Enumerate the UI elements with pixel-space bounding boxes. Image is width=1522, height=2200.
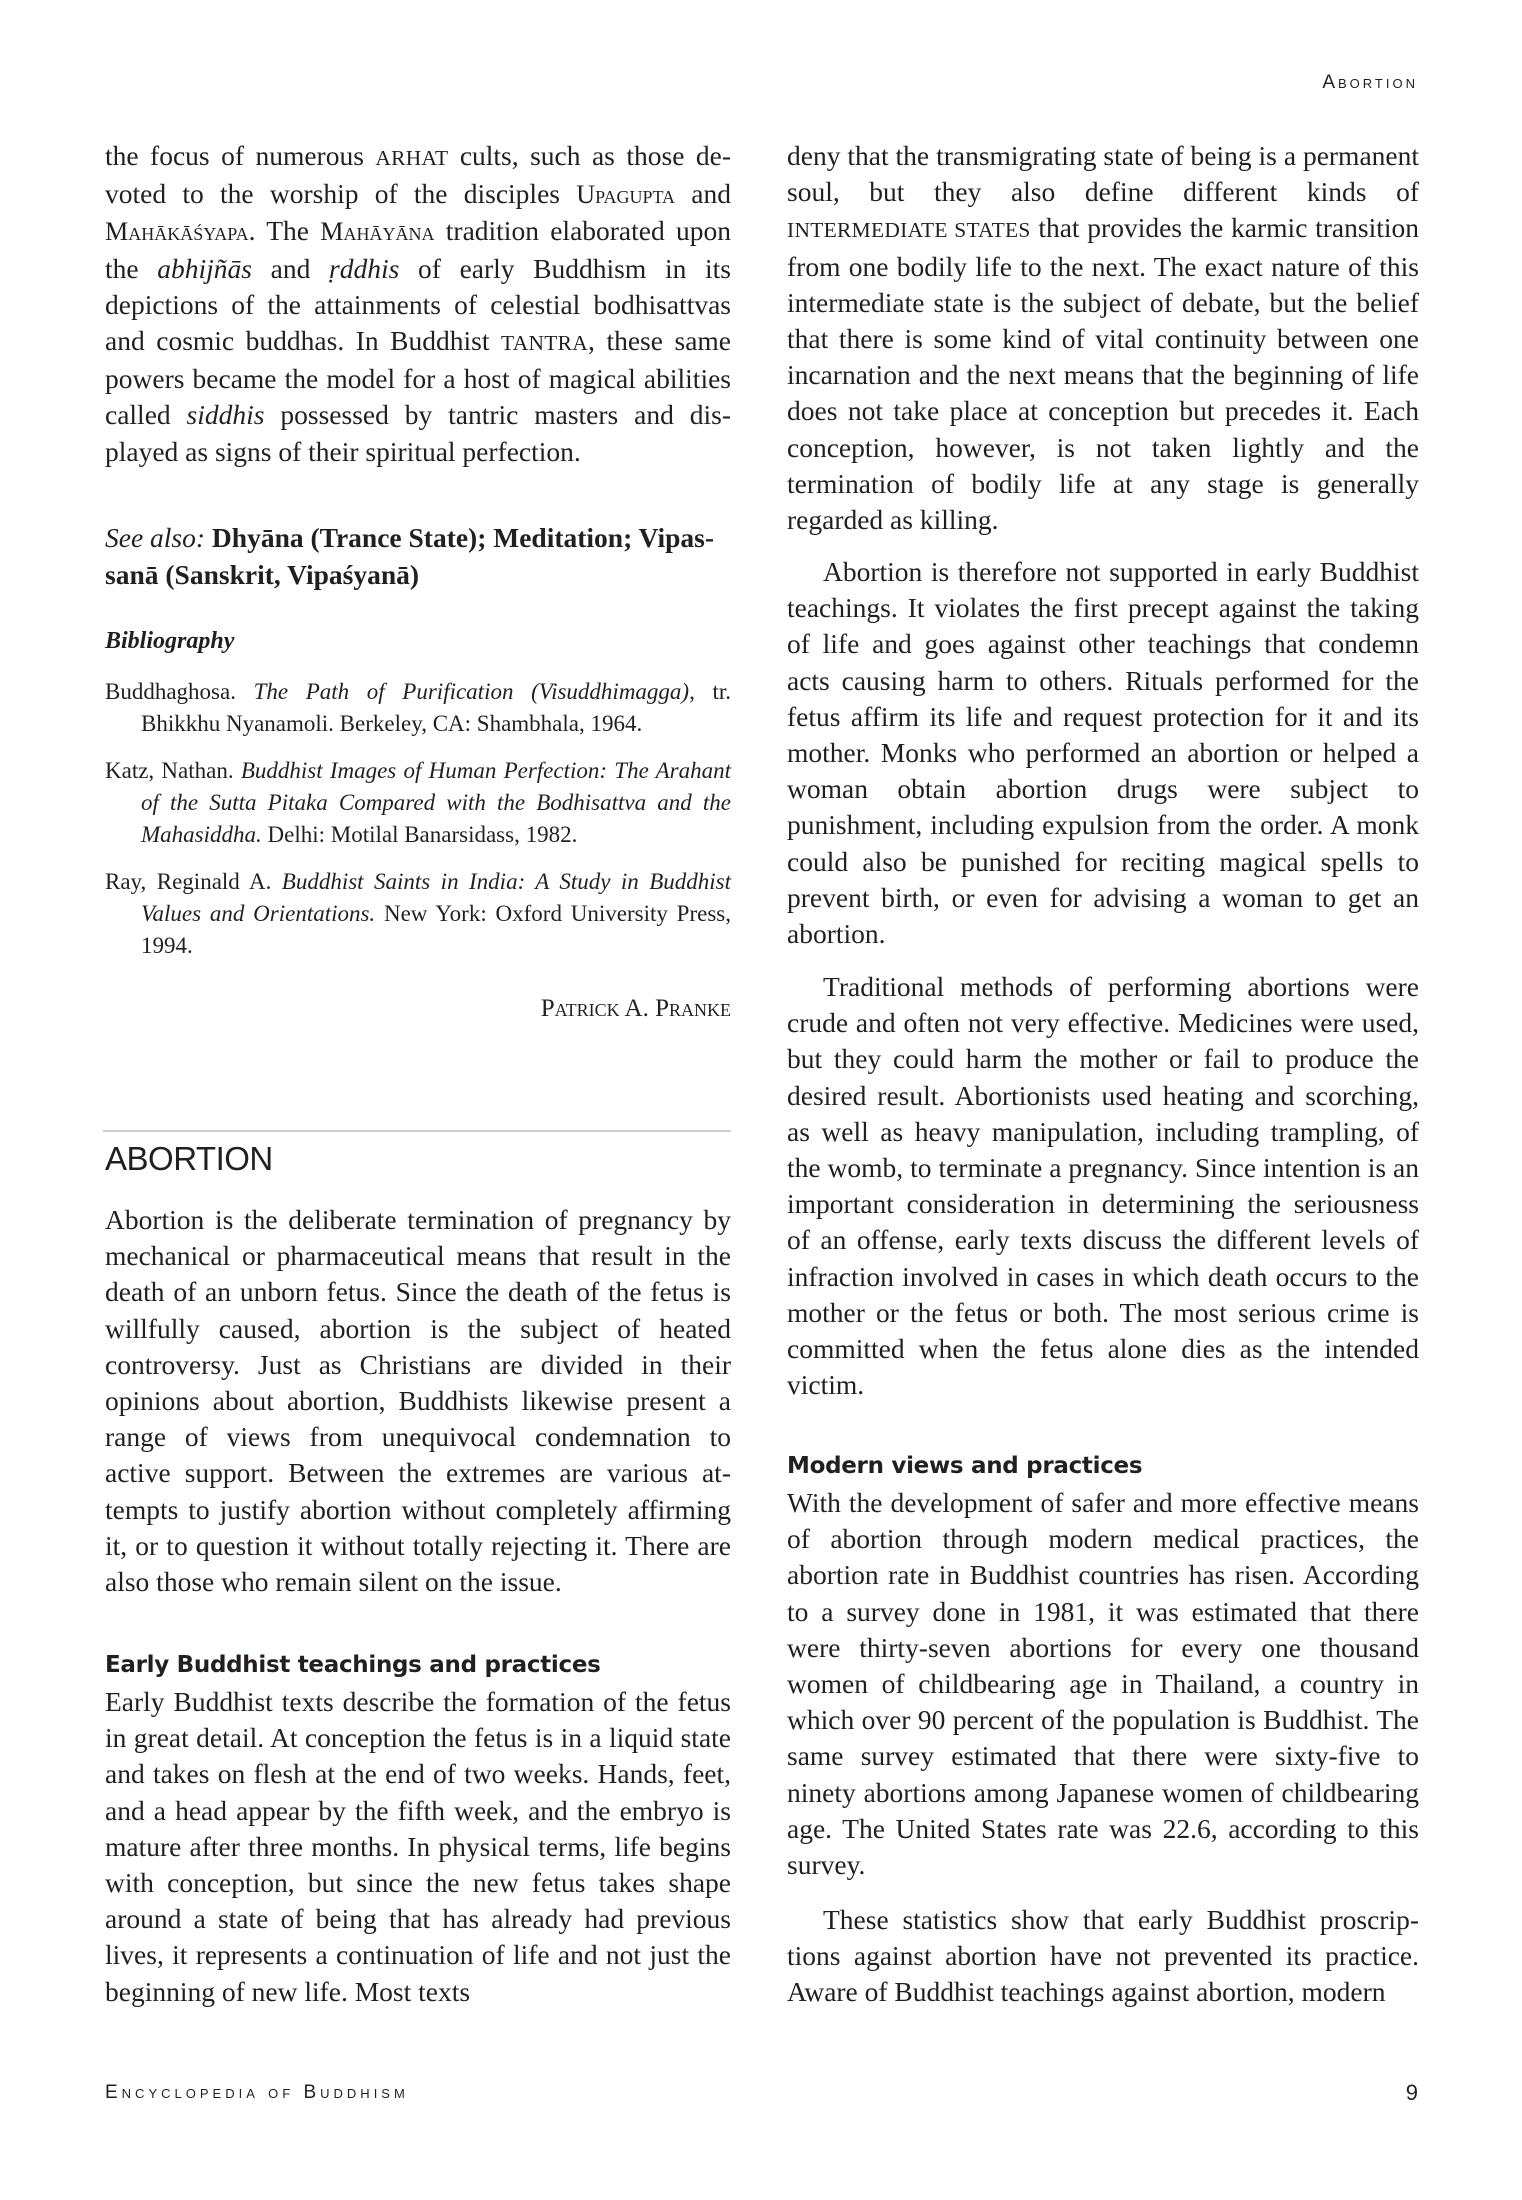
right-column-continued-text xyxy=(787,138,1419,538)
author-signature: Patrick A. Pranke xyxy=(540,995,731,1022)
section-modern xyxy=(787,1453,1419,1479)
term-abhijnas: abhijñās xyxy=(157,252,252,284)
text-run: . The xyxy=(248,215,321,247)
text-run: cults, such as those devoted to the worship of the disciples xyxy=(105,140,731,210)
text-run: the focus of numerous xyxy=(105,140,376,171)
cross-ref-intermediate-states: INTERMEDIATE STATES xyxy=(787,218,1031,243)
bib-title: The Path of Purification (Visuddhimagga) xyxy=(253,679,690,704)
text-run: , these same powers became the model for a host of magical abilities called xyxy=(105,325,731,431)
paragraph-statistics: These statistics show that early Buddhist proscriptions against abortion have not prevented its practice. Aware of Buddhist teachings against abortion, modern xyxy=(787,1904,1419,2008)
footer-book-title: Encyclopedia of Buddhism xyxy=(105,2082,409,2103)
cross-ref-tantra: TANTRA xyxy=(501,331,589,356)
bib-author: Ray, Reginald A. xyxy=(105,869,282,894)
text-run: and xyxy=(252,252,330,284)
see-also-label: See also: xyxy=(105,522,206,553)
author-signature-block xyxy=(105,995,731,1023)
entry-title: ABORTION xyxy=(105,1140,273,1177)
cross-ref-mahayana: Mahāyāna xyxy=(320,217,435,247)
continued-paragraph xyxy=(105,138,731,470)
bibliography-entry xyxy=(105,866,731,962)
paragraph-traditional-methods: Traditional methods of performing abortions were crude and often not very effective. Medicines were used, but they could harm the mother or fail to produce the desired result. Abortionists used heating and scorching, as well as heavy manipulation, including trampling, of the womb, to terminate a pregnancy. Since intention is an important consideration in determining the seriousness of an offense, early texts discuss the different levels of infraction involved in cases in which death occurs to the mother or the fetus or both. The most serious crime is committed when the fetus alone dies as the intended victim. xyxy=(787,971,1419,1401)
see-also xyxy=(105,519,731,593)
bib-author: Katz, Nathan. xyxy=(105,758,241,783)
intro-block xyxy=(105,1202,731,1600)
term-siddhis: siddhis xyxy=(186,399,265,431)
see-also-links[interactable]: Dhyāna (Trance State); Meditation; Vipassanā (Sanskrit, Vipaśyanā) xyxy=(105,522,715,590)
text-run: possessed by tantric masters and displayed as signs of their spiritual perfection. xyxy=(105,399,731,467)
cross-ref-mahakasyapa: Mahākāśyapa xyxy=(105,217,249,247)
text-run: that provides the karmic transition from one bodily life to the next. The exact nature of this intermediate state is the subject of debate, but the belief that there is some kind of vital continuity between one incarnation and the next means that the beginning of life does not take place at conception but precedes it. Each conception, however, is not taken lightly and the termination of bodily life at any stage is generally regarded as killing. xyxy=(787,212,1419,536)
bibliography-entry xyxy=(105,755,731,851)
bibliography xyxy=(105,628,731,655)
section-modern-paragraph: With the development of safer and more effective means of abortion through modern medical practices, the abortion rate in Buddhist countries has risen. According to a survey done in 1981, it was estimated that there were thirty-seven abortions for every one thousand women of childbearing age in Thailand, a country in which over 90 percent of the population is Buddhist. The same survey estimated that there were sixty-five to ninety abortions among Japanese women of childbearing age. The United States rate was 22.6, according to this survey. xyxy=(787,1487,1419,1881)
section-modern-body xyxy=(787,1485,1419,1883)
paragraph-5-block xyxy=(787,1902,1419,2011)
bib-title: Buddhist Images of Human Perfection: The Arahant of the Sutta Pitaka Compared with the Bodhisattva and the Mahasiddha. xyxy=(141,758,731,847)
bib-title: Buddhist Saints in India: A Study in Buddhist Values and Orientations. xyxy=(141,869,731,926)
intro-paragraph: Abortion is the deliberate termination of pregnancy by mechanical or pharmaceutical means that result in the death of an unborn fetus. Since the death of the fetus is willfully caused, abortion is the subject of heated controversy. Just as Christians are divided in their opinions about abortion, Buddhists likewise present a range of views from unequivocal condemnation to active support. Between the extremes are various attempts to justify abortion without completely affirming it, or to question it without totally rejecting it. There are also those who remain silent on the issue. xyxy=(105,1204,731,1598)
entry-divider xyxy=(103,1130,731,1132)
text-run: and xyxy=(675,178,731,210)
section-early-paragraph: Early Buddhist texts describe the formation of the fetus in great detail. At conception the fetus is in a liquid state and takes on flesh at the end of two weeks. Hands, feet, and a head appear by the fifth week, and the embryo is mature after three months. In physical terms, life begins with conception, but since the new fetus takes shape around a state of being that has already had previous lives, it represents a continuation of life and not just the beginning of new life. Most texts xyxy=(105,1686,731,2007)
bibliography-list xyxy=(105,676,731,977)
paragraph-3-block xyxy=(787,969,1419,1403)
running-head: Abortion xyxy=(1322,72,1418,93)
entry-header xyxy=(105,1140,731,1178)
text-run: of early Buddhism in its depictions of the attainments of celestial bodhisattvas and cosmic buddhas. In Buddhist xyxy=(105,252,731,357)
bib-publication: , tr. Bhikkhu Nyanamoli. Berkeley, CA: Shambhala, 1964. xyxy=(141,679,731,736)
text-run: deny that the transmigrating state of being is a permanent soul, but they also define different kinds of xyxy=(787,140,1419,208)
left-column-continued-text xyxy=(105,138,731,470)
section-early-body xyxy=(105,1684,731,2010)
bib-author: Buddhaghosa. xyxy=(105,679,254,704)
cross-ref-upagupta: Upagupta xyxy=(576,180,676,210)
section-heading-modern-views: Modern views and practices xyxy=(787,1453,1143,1479)
section-early xyxy=(105,1652,731,1678)
bib-publication: New York: Oxford University Press, 1994. xyxy=(141,901,731,958)
bibliography-title: Bibliography xyxy=(105,628,235,654)
continued-paragraph-right xyxy=(787,138,1419,538)
paragraph-precepts: Abortion is therefore not supported in early Buddhist teachings. It violates the first precept against the taking of life and goes against other teachings that condemn acts causing harm to others. Rituals performed for the fetus affirm its life and request protection for it and its mother. Monks who performed an abortion or helped a woman obtain abortion drugs were subject to punishment, including expulsion from the order. A monk could also be punished for reciting magical spells to prevent birth, or even for advising a woman to get an abortion. xyxy=(787,556,1419,950)
bib-publication: Delhi: Motilal Banarsidass, 1982. xyxy=(261,822,578,847)
paragraph-2-block xyxy=(787,554,1419,952)
text-run: tradition elaborated upon the xyxy=(105,215,732,284)
page-number: 9 xyxy=(1405,2080,1418,2105)
bibliography-entry xyxy=(105,676,731,740)
term-rddhis: ṛddhis xyxy=(329,252,400,284)
section-heading-early-buddhist: Early Buddhist teachings and practices xyxy=(105,1652,601,1678)
cross-ref-arhat: ARHAT xyxy=(375,146,449,170)
